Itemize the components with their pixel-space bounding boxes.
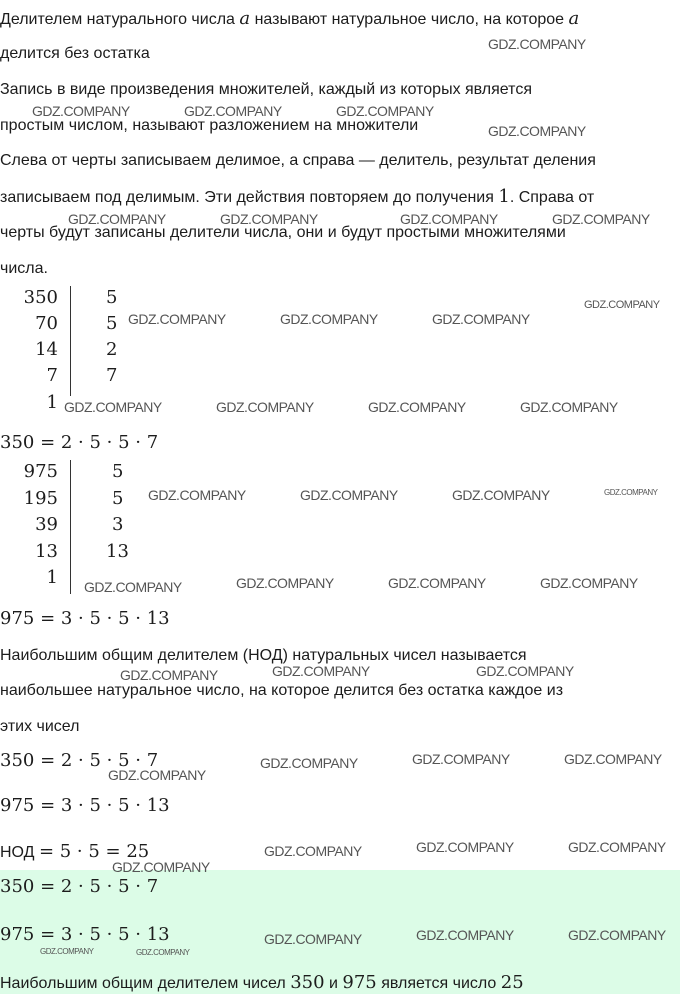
watermark: GDZ.COMPANY [40, 947, 94, 956]
dividend: 39 [35, 514, 58, 535]
watermark: GDZ.COMPANY [120, 667, 218, 683]
divisor: 5 [106, 313, 118, 334]
factorization-definition-line1: Запись в виде произведения множителей, каждый из которых является [0, 81, 532, 98]
watermark: GDZ.COMPANY [280, 311, 378, 327]
watermark: GDZ.COMPANY [412, 751, 510, 767]
nod-label: НОД [0, 844, 35, 861]
watermark: GDZ.COMPANY [148, 487, 246, 503]
watermark: GDZ.COMPANY [260, 755, 358, 771]
watermark: GDZ.COMPANY [236, 575, 334, 591]
watermark: GDZ.COMPANY [128, 311, 226, 327]
gcd-definition-line2: наибольшее натуральное число, на которое делится без остатка каждое из [0, 682, 564, 699]
variable-a: a [239, 8, 251, 29]
dividend: 13 [35, 541, 58, 562]
watermark: GDZ.COMPANY [452, 487, 550, 503]
divisor-definition-line1: Делителем натурального числа a называют натуральное число, на которое a [0, 8, 580, 29]
result-975: 975 = 3 · 5 · 5 · 13 [0, 608, 170, 629]
answer-eq-975: 975 = 3 · 5 · 5 · 13 [0, 924, 170, 945]
watermark: GDZ.COMPANY [112, 859, 210, 875]
watermark: GDZ.COMPANY [584, 299, 660, 311]
gcd-definition-line3: этих чисел [0, 718, 80, 735]
watermark: GDZ.COMPANY [488, 123, 586, 139]
dividend: 7 [46, 365, 58, 386]
nod-expression: = 5 · 5 = 25 [38, 841, 150, 862]
watermark: GDZ.COMPANY [388, 575, 486, 591]
divisor: 2 [106, 339, 118, 360]
divisor-definition-line2: делится без остатка [0, 45, 150, 62]
watermark: GDZ.COMPANY [108, 767, 206, 783]
dividend: 1 [46, 567, 58, 588]
watermark: GDZ.COMPANY [264, 843, 362, 859]
divisor: 3 [112, 514, 124, 535]
watermark: GDZ.COMPANY [300, 487, 398, 503]
watermark: GDZ.COMPANY [216, 399, 314, 415]
dividend: 195 [23, 488, 58, 509]
watermark: GDZ.COMPANY [568, 839, 666, 855]
divisor: 7 [106, 365, 118, 386]
dividend: 350 [23, 287, 58, 308]
watermark: GDZ.COMPANY [68, 211, 166, 227]
watermark: GDZ.COMPANY [568, 927, 666, 943]
dividend: 14 [35, 339, 58, 360]
watermark: GDZ.COMPANY [64, 399, 162, 415]
watermark: GDZ.COMPANY [416, 927, 514, 943]
final-answer: Наибольшим общим делителем чисел 350 и 975 является число 25 [0, 972, 524, 993]
division-bar [70, 460, 71, 594]
divisor: 5 [106, 287, 118, 308]
gcd-eq-350: 350 = 2 · 5 · 5 · 7 [0, 750, 159, 771]
watermark: GDZ.COMPANY [220, 211, 318, 227]
method-line3: черты будут записаны делители числа, они и будут простыми множителями [0, 224, 566, 241]
dividend: 975 [23, 461, 58, 482]
factorization-definition-line2: простым числом, называют разложением на множители [0, 117, 419, 134]
gcd-definition-line1: Наибольшим общим делителем (НОД) натуральных чисел называется [0, 647, 527, 664]
division-bar [70, 286, 71, 396]
watermark: GDZ.COMPANY [272, 663, 370, 679]
watermark: GDZ.COMPANY [136, 948, 190, 957]
divisor: 5 [112, 461, 124, 482]
watermark: GDZ.COMPANY [84, 579, 182, 595]
watermark: GDZ.COMPANY [368, 399, 466, 415]
method-line1: Слева от черты записываем делимое, а справа — делитель, результат деления [0, 152, 596, 169]
watermark: GDZ.COMPANY [564, 751, 662, 767]
variable-a: a [568, 8, 580, 29]
watermark: GDZ.COMPANY [336, 103, 434, 119]
number-one: 1 [498, 186, 510, 207]
watermark: GDZ.COMPANY [476, 663, 574, 679]
method-line2: записываем под делимым. Эти действия повторяем до получения 1. Справа от [0, 186, 595, 207]
watermark: GDZ.COMPANY [604, 488, 658, 497]
watermark: GDZ.COMPANY [32, 103, 130, 119]
watermark: GDZ.COMPANY [400, 211, 498, 227]
watermark: GDZ.COMPANY [264, 931, 362, 947]
divisor: 13 [106, 541, 129, 562]
dividend: 1 [46, 392, 58, 413]
dividend: 70 [35, 313, 58, 334]
method-line4: числа. [0, 260, 48, 277]
gcd-eq-975: 975 = 3 · 5 · 5 · 13 [0, 795, 170, 816]
divisor: 5 [112, 488, 124, 509]
answer-eq-350: 350 = 2 · 5 · 5 · 7 [0, 876, 159, 897]
watermark: GDZ.COMPANY [552, 211, 650, 227]
watermark: GDZ.COMPANY [184, 103, 282, 119]
watermark: GDZ.COMPANY [488, 36, 586, 52]
result-350: 350 = 2 · 5 · 5 · 7 [0, 432, 159, 453]
watermark: GDZ.COMPANY [540, 575, 638, 591]
watermark: GDZ.COMPANY [432, 311, 530, 327]
watermark: GDZ.COMPANY [416, 839, 514, 855]
watermark: GDZ.COMPANY [520, 399, 618, 415]
